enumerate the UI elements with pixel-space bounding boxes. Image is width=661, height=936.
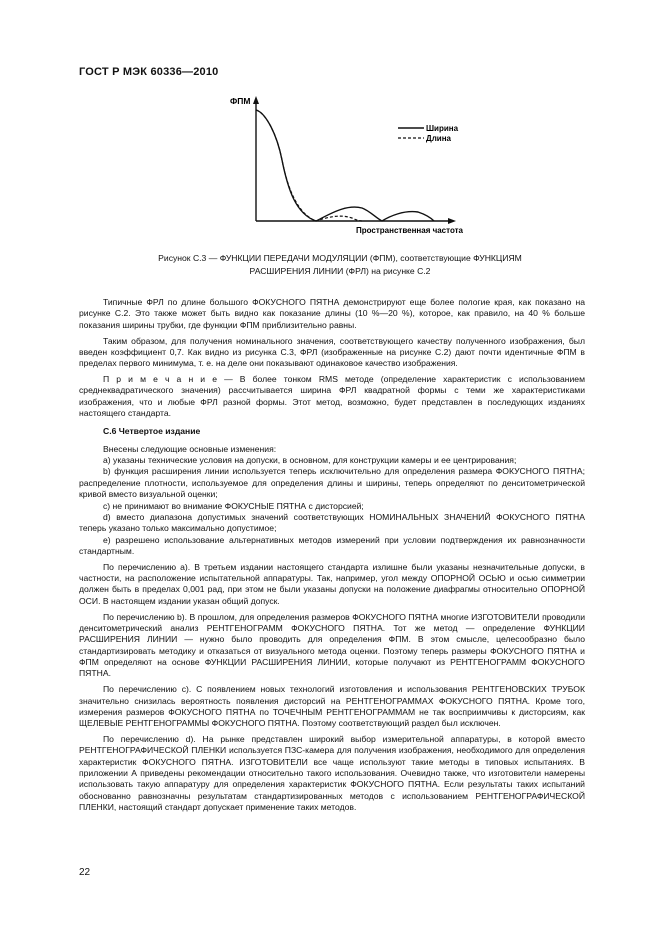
caption-line-2: РАСШИРЕНИЯ ЛИНИИ (ФРЛ) на рисунке С.2	[249, 265, 431, 276]
mtf-figure	[220, 90, 480, 240]
y-axis-arrow-icon	[253, 96, 259, 104]
paragraph: По перечислению b). В прошлом, для определения размеров ФОКУСНОГО ПЯТНА многие ИЗГОТОВИТЕЛИ проводили денситометрический анализ РЕНТГЕНОГРАММ ФОКУСНОГО ПЯТНА. Тот же метод — определение ФУНКЦИИ РАСШИРЕНИЯ ЛИНИИ — нужно было проводить для определения ФПМ. В этом смысле, целесообразно было стандартизировать методику и отказаться от визуального метода оценки. Поэтому теперь размеры ФОКУСНОГО ПЯТНА и ФПМ определяют на основе ФУНКЦИИ РАСШИРЕНИЯ ЛИНИИ, которые получают из РЕНТГЕНОГРАММ ФОКУСНОГО ПЯТНА.	[79, 611, 585, 679]
note-paragraph: П р и м е ч а н и е — В более тонком RMS методе (определение характеристик с использованием среднеквадратического значения) рассчитывается ширина ФРЛ квадратной формы с теми же характеристиками изображения, что и любые ФРЛ разной формы. Этот метод, возможно, будет представлен в последующих изданиях настоящего стандарта.	[79, 374, 585, 419]
legend-width-label: Ширина	[426, 124, 459, 133]
document-body	[79, 297, 585, 818]
list-item: d) вместо диапазона допустимых значений соответствующих НОМИНАЛЬНЫХ ЗНАЧЕНИЙ ФОКУСНОГО ПЯТНА теперь указано только максимально допустимое;	[79, 511, 585, 534]
list-item: e) разрешено использование альтернативных методов измерений при условии подтверждения их равнозначности стандартным.	[79, 534, 585, 556]
caption-line-1: Рисунок С.3 — ФУНКЦИИ ПЕРЕДАЧИ МОДУЛЯЦИИ (ФПМ), соответствующие ФУНКЦИЯМ	[158, 253, 522, 263]
list-item: c) не принимают во внимание ФОКУСНЫЕ ПЯТНА с дисторсией;	[103, 500, 364, 511]
length-curve	[256, 110, 362, 221]
list-item: b) функция расширения линии используется теперь исключительно для определения размера ФОКУСНОГО ПЯТНА; распределение плотности, используемое для определения длины и ширины, теперь определяют по денситометрической кривой вместо визуальной оценки;	[79, 466, 585, 500]
paragraph: Типичные ФРЛ по длине большого ФОКУСНОГО ПЯТНА демонстрируют еще более пологие края, как показано на рисунке С.2. Это также может быть видно как показание длины (10 %—20 %), которое, как правило, на 40 % больше показания ширины трубки, где функции ФПМ приблизительно равны.	[79, 297, 585, 330]
paragraph: Таким образом, для получения номинального значения, соответствующего качеству полученного изображения, был введен коэффициент 0,7. Как видно из рисунка С.3, ФРЛ (изображенные на рисунке С.2) дают почти идентичные ФПМ в пределах первого минимума, т. е. на деле они показывают одинаковое качество изображения.	[79, 335, 585, 369]
paragraph: По перечислению d). На рынке представлен широкий выбор измерительной аппаратуры, в которой вместо РЕНТГЕНОГРАФИЧЕСКОЙ ПЛЕНКИ используется ПЗС-камера для получения изображения, необходимого для определения характеристик ФОКУСНОГО ПЯТНА. ИЗГОТОВИТЕЛИ все чаще используют такие методы в типовых испытаниях. В приложении А приведены рекомендации относительно такого использования. Очевидно также, что изготовители намерены использовать такую аппаратуру для определения характеристик ФОКУСНОГО ПЯТНА. Если результаты таких испытаний обоснованно равнозначны результатам стандартизированных методов с использованием РЕНТГЕНОГРАФИЧЕСКОЙ ПЛЕНКИ, настоящий стандарт допускает применение таких методов.	[79, 734, 585, 813]
section-heading: С.6 Четвертое издание	[103, 426, 201, 437]
x-axis-arrow-icon	[448, 218, 456, 224]
page-number: 22	[79, 867, 91, 878]
x-axis-label: Пространственная частота	[356, 226, 463, 235]
section-intro: Внесены следующие основные изменения:	[103, 443, 277, 454]
width-curve	[256, 110, 434, 221]
document-header: ГОСТ Р МЭК 60336—2010	[79, 66, 219, 78]
figure-caption	[100, 252, 580, 277]
y-axis-label: ФПМ	[230, 96, 251, 106]
paragraph: По перечислению a). В третьем издании настоящего стандарта излишне были указаны незначительные допуски, в частности, на расположение испытательной аппаратуры. Так, например, угол между ОПОРНОЙ ОСЬЮ и осью симметрии должен быть в пределах 0,001 рад, при этом не были указаны допуски на положение диафрагмы относительно ОПОРНОЙ ОСИ. В настоящем издании указан общий допуск.	[79, 561, 585, 606]
legend-length-label: Длина	[426, 134, 451, 143]
list-item: a) указаны технические условия на допуски, в основном, для конструкции камеры и ее центрирования;	[103, 455, 517, 466]
paragraph: По перечислению c). С появлением новых технологий изготовления и использования РЕНТГЕНОВСКИХ ТРУБОК значительно снизилась вероятность появления дисторсий на РЕНТГЕНОГРАММАХ ФОКУСНОГО ПЯТНА. Кроме того, измерения размеров ФОКУСНОГО ПЯТНА по ТОЧЕЧНЫМ РЕНТГЕНОГРАММАМ не так восприимчивы к дисторсиям, как ЩЕЛЕВЫЕ РЕНТГЕНОГРАММЫ ФОКУСНОГО ПЯТНА. Поэтому соответствующий раздел был исключен.	[79, 684, 585, 729]
